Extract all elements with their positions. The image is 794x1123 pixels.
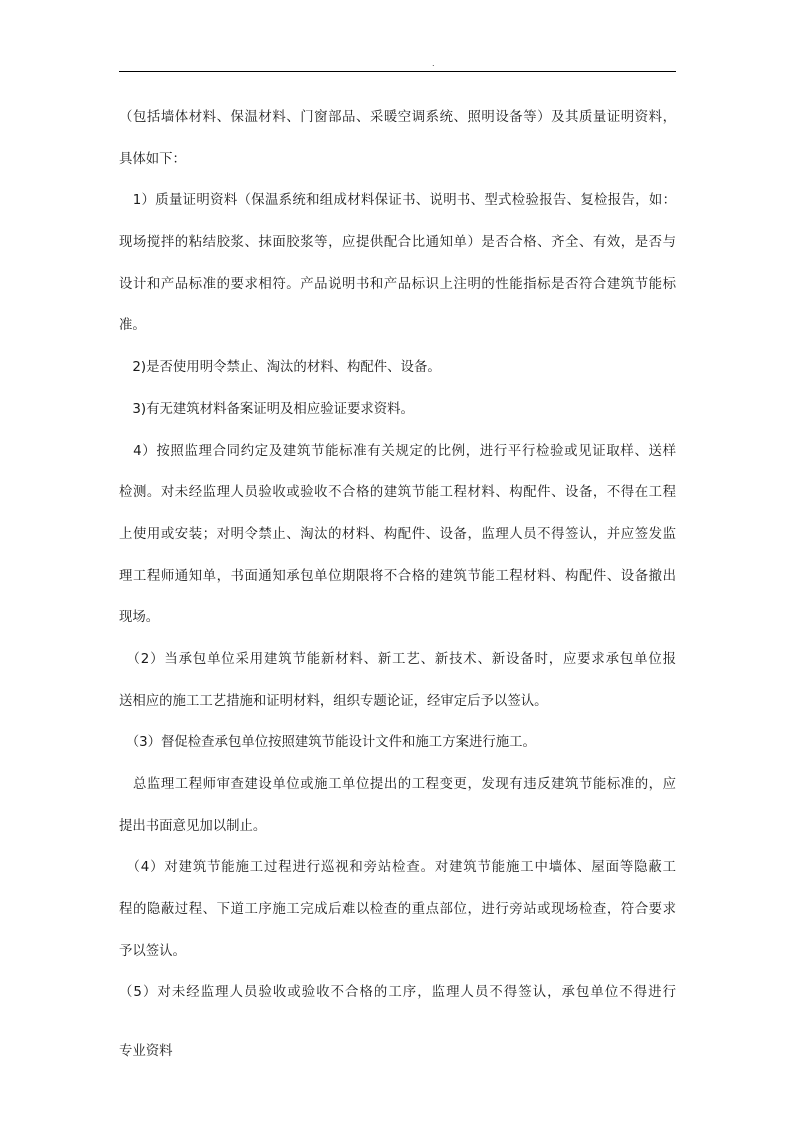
body-line: 程的隐蔽过程、下道工序施工完成后难以检查的重点部位，进行旁站或现场检查，符合要求 [119, 902, 676, 918]
body-line: 设计和产品标准的要求相符。产品说明书和产品标识上注明的性能指标是否符合建筑节能标 [119, 276, 676, 292]
body-line: 1）质量证明资料（保温系统和组成材料保证书、说明书、型式检验报告、复检报告，如： [119, 193, 676, 209]
body-line: 准。 [119, 318, 146, 334]
body-line: 理工程师通知单，书面通知承包单位期限将不合格的建筑节能工程材料、构配件、设备撤出 [119, 568, 676, 584]
body-line: 检测。对未经监理人员验收或验收不合格的建筑节能工程材料、构配件、设备，不得在工程 [119, 485, 676, 501]
body-line: 提出书面意见加以制止。 [119, 818, 267, 834]
body-line: 现场搅拌的粘结胶浆、抹面胶浆等，应提供配合比通知单）是否合格、齐全、有效，是否与 [119, 235, 676, 251]
body-line: （包括墙体材料、保温材料、门窗部品、采暖空调系统、照明设备等）及其质量证明资料， [119, 110, 676, 125]
header-rule [119, 71, 676, 72]
body-line: 2)是否使用明令禁止、淘汰的材料、构配件、设备。 [119, 360, 441, 376]
header-dot: . [432, 59, 435, 68]
body-line: （5）对未经监理人员验收或验收不合格的工序，监理人员不得签认，承包单位不得进行 [119, 985, 676, 1001]
body-line: 上使用或安装；对明令禁止、淘汰的材料、构配件、设备，监理人员不得签认，并应签发监 [119, 526, 676, 542]
body-line: 总监理工程师审查建设单位或施工单位提出的工程变更，发现有违反建筑节能标准的，应 [119, 777, 676, 792]
body-line: 3)有无建筑材料备案证明及相应验证要求资料。 [119, 401, 414, 417]
body-line: 送相应的施工工艺措施和证明材料，组织专题论证，经审定后予以签认。 [119, 693, 548, 709]
body-line: （3）督促检查承包单位按照建筑节能设计文件和施工方案进行施工。 [119, 735, 536, 751]
footer-label: 专业资料 [119, 1044, 173, 1059]
document-body [119, 97, 676, 1014]
body-line: （2）当承包单位采用建筑节能新材料、新工艺、新技术、新设备时，应要求承包单位报 [119, 651, 676, 667]
body-line: （4）对建筑节能施工过程进行巡视和旁站检查。对建筑节能施工中墙体、屋面等隐蔽工 [119, 860, 676, 876]
body-line: 具体如下： [119, 151, 186, 167]
body-line: 4）按照监理合同约定及建筑节能标准有关规定的比例，进行平行检验或见证取样、送样 [119, 443, 676, 459]
body-line: 现场。 [119, 610, 160, 626]
body-line: 予以签认。 [119, 943, 186, 959]
